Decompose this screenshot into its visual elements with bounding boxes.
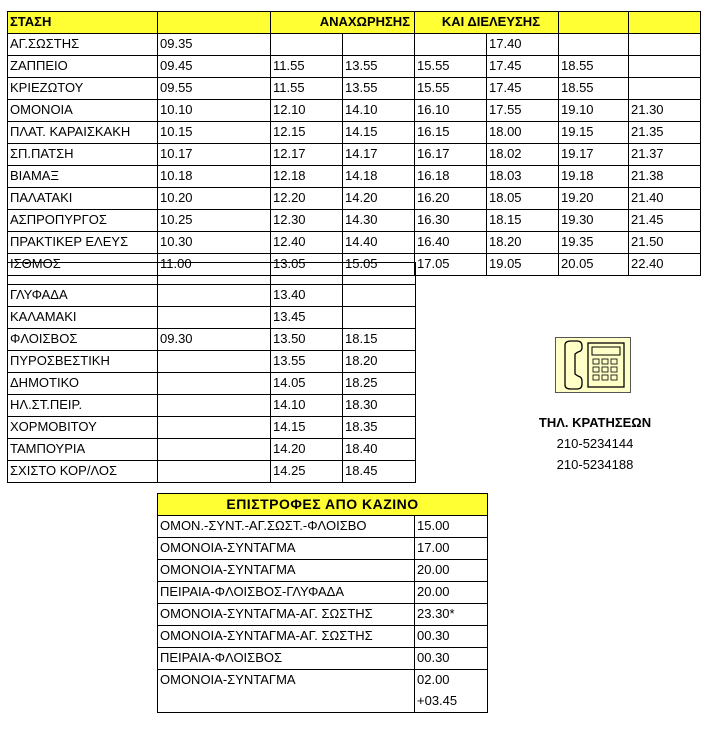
departure-time: 10.25 [158,210,271,232]
return-route: ΠΕΙΡΑΙΑ-ΦΛΟΙΣΒΟΣ [158,648,415,670]
table-row [8,329,416,351]
departure-time: 16.40 [415,232,487,254]
departure-time: 18.55 [559,78,629,100]
header-station: ΣΤΑΣΗ [8,12,158,34]
return-route: ΟΜΟΝ.-ΣΥΝΤ.-ΑΓ.ΣΩΣΤ.-ΦΛΟΙΣΒΟ [158,516,415,538]
stop-name: ΚΑΛΑΜΑΚΙ [8,307,158,329]
return-time: 00.30 [415,626,488,648]
departure-time [158,395,271,417]
departure-time: 14.10 [343,100,415,122]
header-passings: ΚΑΙ ΔΙΕΛΕΥΣΗΣ [415,12,559,34]
stop-name: ΦΛΟΙΣΒΟΣ [8,329,158,351]
departure-time: 16.30 [415,210,487,232]
return-route: ΟΜΟΝΟΙΑ-ΣΥΝΤΑΓΜΑ [158,560,415,582]
departure-time [158,307,271,329]
table-row [8,417,416,439]
departure-time: 14.25 [271,461,343,483]
table-row [8,307,416,329]
return-route: ΟΜΟΝΟΙΑ-ΣΥΝΤΑΓΜΑ [158,670,415,692]
departure-time: 16.17 [415,144,487,166]
table-row [8,188,701,210]
departure-time: 20.05 [559,254,629,276]
table-row [158,626,488,648]
departure-time: 10.18 [158,166,271,188]
departure-time: 18.45 [343,461,416,483]
departure-time [271,34,343,56]
departure-time: 12.15 [271,122,343,144]
table-row [8,166,701,188]
table-row [8,439,416,461]
departure-time: 10.30 [158,232,271,254]
departure-time: 12.10 [271,100,343,122]
telephone-icon [555,337,631,393]
departure-time: 15.55 [415,78,487,100]
departure-time: 13.45 [271,307,343,329]
departure-time: 13.50 [271,329,343,351]
departure-timetable [7,11,701,276]
table-row [8,351,416,373]
departure-time: 21.40 [629,188,701,210]
departure-time: 19.18 [559,166,629,188]
stop-name: ΚΡΙΕΖΩΤΟΥ [8,78,158,100]
departure-time: 18.15 [343,329,416,351]
stop-name: ΔΗΜΟΤΙΚΟ [8,373,158,395]
departure-time: 18.05 [487,188,559,210]
stop-name: ΑΣΠΡΟΠΥΡΓΟΣ [8,210,158,232]
departure-time [158,263,271,285]
stop-name: ΧΟΡΜΟΒΙΤΟΥ [8,417,158,439]
departure-time: 17.45 [487,56,559,78]
departure-time: 18.02 [487,144,559,166]
table-row [8,461,416,483]
departure-time [343,263,416,285]
phone-number-1: 210-5234144 [556,436,634,451]
departure-time: 09.35 [158,34,271,56]
return-time-extra: +03.45 [415,691,488,713]
table-row [8,56,701,78]
departure-time [559,34,629,56]
return-time: 20.00 [415,582,488,604]
departure-time: 18.03 [487,166,559,188]
table-row [8,210,701,232]
header-departures: ΑΝΑΧΩΡΗΣΗΣ [271,12,415,34]
departure-time: 12.18 [271,166,343,188]
departure-time: 16.18 [415,166,487,188]
departure-time: 19.17 [559,144,629,166]
departure-time: 14.20 [271,439,343,461]
departure-time: 09.30 [158,329,271,351]
stop-name: ΙΣΘΜΟΣ [8,254,158,276]
departure-time: 18.00 [487,122,559,144]
departure-time [271,263,343,285]
departure-time: 16.10 [415,100,487,122]
departure-time: 18.55 [559,56,629,78]
return-route: ΟΜΟΝΟΙΑ-ΣΥΝΤΑΓΜΑ-ΑΓ. ΣΩΣΤΗΣ [158,604,415,626]
departure-time: 21.37 [629,144,701,166]
departure-time: 12.20 [271,188,343,210]
departure-time: 13.05 [271,254,343,276]
departure-time: 14.17 [343,144,415,166]
table-row [158,604,488,626]
departure-time: 17.45 [487,78,559,100]
stop-name: ΖΑΠΠΕΙΟ [8,56,158,78]
table-row [158,516,488,538]
departure-time: 13.55 [271,351,343,373]
departure-time: 19.30 [559,210,629,232]
departure-time: 17.40 [487,34,559,56]
return-time: 02.00 [415,670,488,692]
departure-time: 10.20 [158,188,271,210]
departure-time: 15.55 [415,56,487,78]
table-row [8,34,701,56]
departure-time: 10.15 [158,122,271,144]
timetable-header-row [8,12,701,34]
stop-name: ΑΓ.ΣΩΣΤΗΣ [8,34,158,56]
departure-time: 18.25 [343,373,416,395]
stop-name [8,263,158,285]
departure-time: 16.20 [415,188,487,210]
reservations-contact [500,412,690,475]
departure-time: 11.00 [158,254,271,276]
departure-time [343,285,416,307]
departure-time: 12.40 [271,232,343,254]
table-row [158,691,488,713]
return-route: ΠΕΙΡΑΙΑ-ΦΛΟΙΣΒΟΣ-ΓΛΥΦΑΔΑ [158,582,415,604]
stop-name: ΠΥΡΟΣΒΕΣΤΙΚΗ [8,351,158,373]
departure-time: 09.55 [158,78,271,100]
phone-number-2: 210-5234188 [556,457,634,472]
departure-time [629,34,701,56]
departure-time: 18.35 [343,417,416,439]
departure-time: 21.45 [629,210,701,232]
departure-time: 21.50 [629,232,701,254]
return-time: 00.30 [415,648,488,670]
stop-name: ΣΧΙΣΤΟ ΚΟΡ/ΛΟΣ [8,461,158,483]
departure-time: 19.35 [559,232,629,254]
coastal-stops-table [7,262,416,483]
table-row [158,582,488,604]
departure-time: 19.20 [559,188,629,210]
departure-time: 18.30 [343,395,416,417]
table-row [8,373,416,395]
stop-name: ΒΙΑΜΑΞ [8,166,158,188]
departure-time: 16.15 [415,122,487,144]
returns-header-row [158,494,488,516]
departure-time: 14.18 [343,166,415,188]
departure-time: 21.30 [629,100,701,122]
returns-title: ΕΠΙΣΤΡΟΦΕΣ ΑΠΟ ΚΑΖΙΝΟ [158,494,488,516]
departure-time: 18.20 [487,232,559,254]
departure-time: 11.55 [271,56,343,78]
departure-time: 17.55 [487,100,559,122]
departure-time [158,373,271,395]
table-row [8,285,416,307]
departure-time: 21.35 [629,122,701,144]
return-time: 15.00 [415,516,488,538]
departure-time: 13.55 [343,56,415,78]
departure-time [343,34,415,56]
departure-time: 14.10 [271,395,343,417]
departure-time: 14.40 [343,232,415,254]
departure-time [158,417,271,439]
table-row [8,100,701,122]
departure-time [415,34,487,56]
return-time: 20.00 [415,560,488,582]
stop-name: ΗΛ.ΣΤ.ΠΕΙΡ. [8,395,158,417]
departure-time: 19.10 [559,100,629,122]
departure-time: 19.15 [559,122,629,144]
departure-time [158,439,271,461]
departure-time [158,461,271,483]
departure-time: 11.55 [271,78,343,100]
table-row [158,648,488,670]
table-row [8,78,701,100]
table-row [158,560,488,582]
departure-time: 17.05 [415,254,487,276]
departure-time: 10.10 [158,100,271,122]
departure-time: 13.55 [343,78,415,100]
departure-time: 14.30 [343,210,415,232]
departure-time: 12.30 [271,210,343,232]
table-row [158,670,488,692]
departure-time: 10.17 [158,144,271,166]
casino-returns-table [157,493,488,713]
table-row [8,122,701,144]
table-row [158,538,488,560]
table-row [8,395,416,417]
stop-name: ΠΑΛΑΤΑΚΙ [8,188,158,210]
stop-name: ΓΛΥΦΑΔΑ [8,285,158,307]
reservations-title: ΤΗΛ. ΚΡΑΤΗΣΕΩΝ [538,415,652,430]
departure-time: 14.20 [343,188,415,210]
departure-time: 14.05 [271,373,343,395]
departure-time: 18.40 [343,439,416,461]
departure-time [629,56,701,78]
return-time: 23.30* [415,604,488,626]
stop-name: ΠΡΑΚΤΙΚΕΡ ΕΛΕΥΣ [8,232,158,254]
departure-time [343,307,416,329]
departure-time [158,285,271,307]
departure-time: 14.15 [271,417,343,439]
stop-name: ΣΠ.ΠΑΤΣΗ [8,144,158,166]
stop-name: ΟΜΟΝΟΙΑ [8,100,158,122]
departure-time: 22.40 [629,254,701,276]
return-route: ΟΜΟΝΟΙΑ-ΣΥΝΤΑΓΜΑ-ΑΓ. ΣΩΣΤΗΣ [158,626,415,648]
departure-time [158,351,271,373]
table-row [8,263,416,285]
stop-name: ΠΛΑΤ. ΚΑΡΑΙΣΚΑΚΗ [8,122,158,144]
departure-time: 18.20 [343,351,416,373]
departure-time: 18.15 [487,210,559,232]
stop-name: ΤΑΜΠΟΥΡΙΑ [8,439,158,461]
table-row [8,232,701,254]
return-route: ΟΜΟΝΟΙΑ-ΣΥΝΤΑΓΜΑ [158,538,415,560]
departure-time: 21.38 [629,166,701,188]
departure-time: 12.17 [271,144,343,166]
departure-time: 13.40 [271,285,343,307]
departure-time [629,78,701,100]
departure-time: 15.05 [343,254,415,276]
return-time: 17.00 [415,538,488,560]
departure-time: 09.45 [158,56,271,78]
departure-time: 14.15 [343,122,415,144]
table-row [8,144,701,166]
departure-time: 19.05 [487,254,559,276]
